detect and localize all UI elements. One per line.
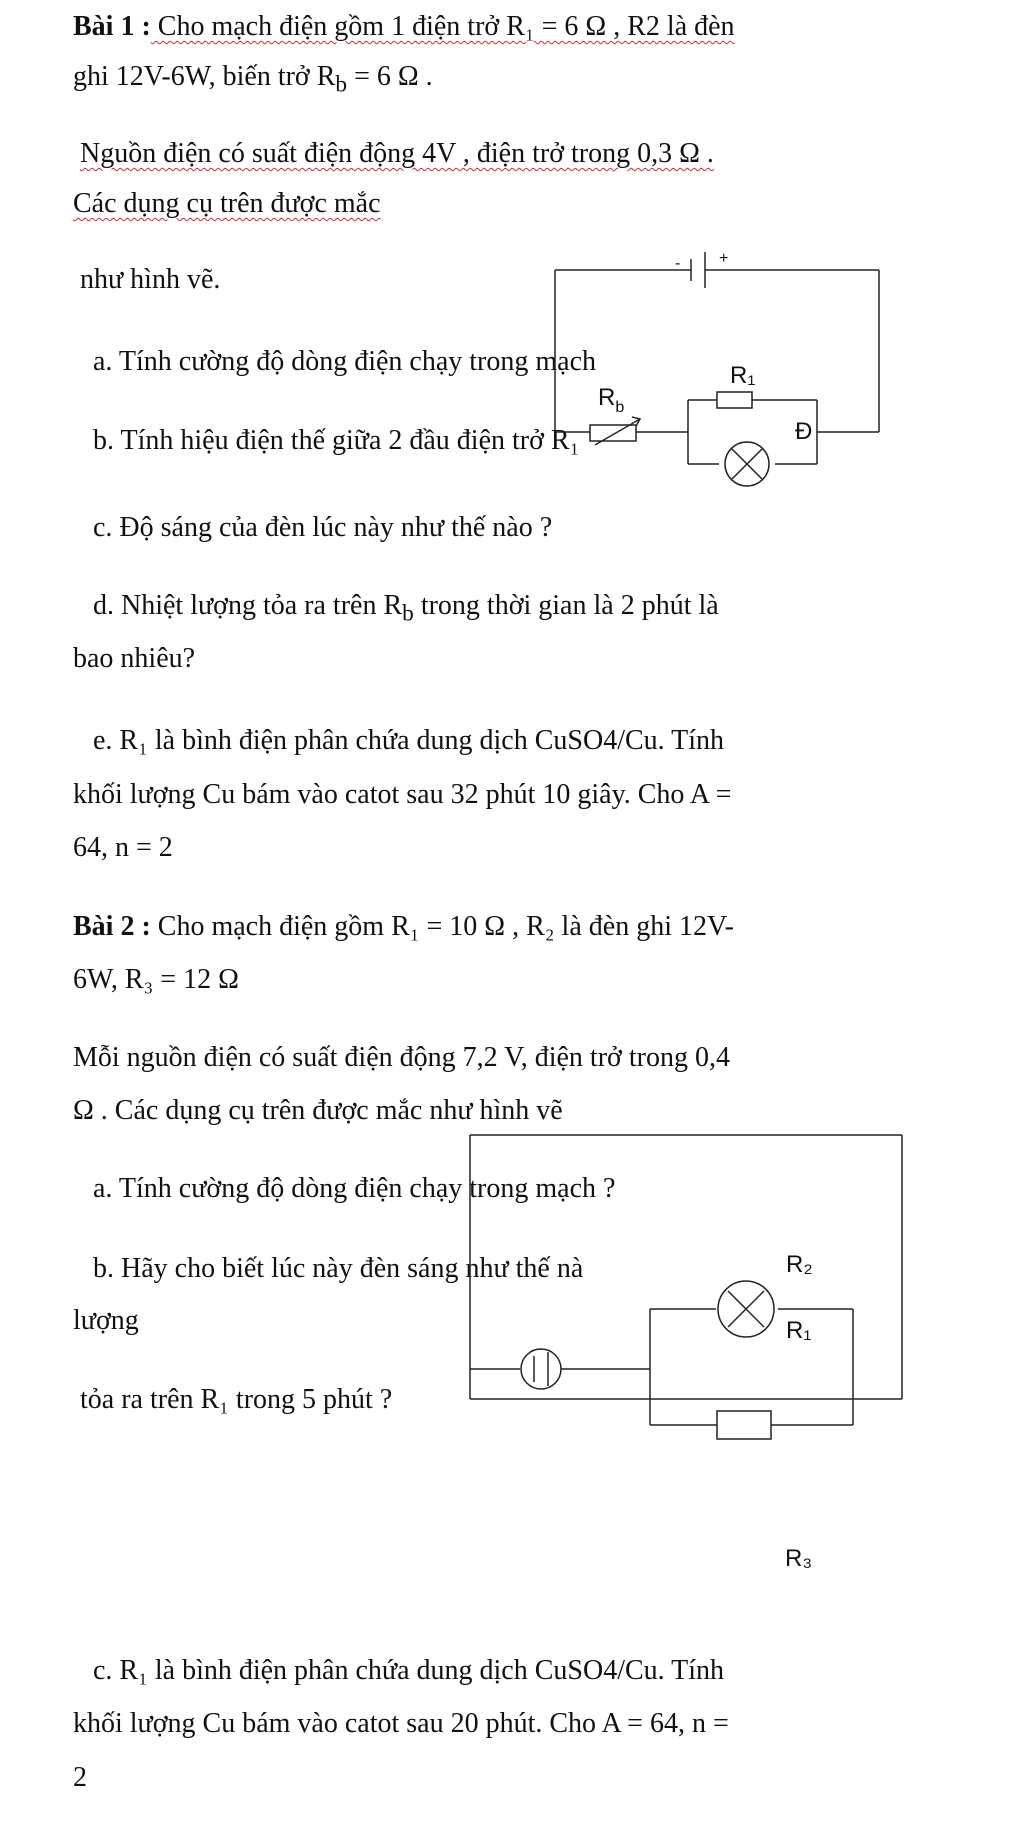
bai1-lamp-label: Đ — [795, 418, 813, 445]
bai2-question-a: a. Tính cường độ dòng điện chạy trong mạch ? — [93, 1173, 616, 1204]
bai1-question-e-line1: e. R₁ là bình điện phân chứa dung dịch CuSO4/Cu. Tính — [93, 725, 725, 756]
bai1-heading: Bài 1 : — [73, 11, 151, 42]
bai1-rheostat-resistor — [590, 425, 636, 441]
bai2-intro-line2: 6W, R₃ = 12 Ω — [73, 964, 239, 995]
bai1-intro-line2-subscript: b — [335, 71, 348, 98]
bai1-battery-plus-label: + — [719, 250, 729, 267]
bai1-question-d-text: d. Nhiệt lượng tỏa ra trên R — [93, 590, 403, 621]
bai2-source-line2: Ω . Các dụng cụ trên được mắc như hình vẽ — [73, 1095, 563, 1126]
bai1-question-d-line1 — [93, 592, 719, 626]
bai1-question-c: c. Độ sáng của đèn lúc này như thế nào ? — [93, 512, 553, 543]
bai1-r1-label: R₁ — [730, 362, 756, 389]
bai2-question-c-line2: khối lượng Cu bám vào catot sau 20 phút. Cho A = 64, n = — [73, 1708, 729, 1739]
bai1-question-d-end: trong thời gian là 2 phút là — [413, 590, 719, 621]
bai2-lamp — [718, 1281, 774, 1337]
bai1-question-e-line2: khối lượng Cu bám vào catot sau 32 phút 10 giây. Cho A = — [73, 779, 732, 810]
bai2-question-b-line3: tỏa ra trên R₁ trong 5 phút ? — [80, 1384, 393, 1415]
bai1-figure-line: như hình vẽ. — [80, 264, 221, 295]
bai1-battery-minus-label: - — [675, 255, 681, 272]
bai2-source-line1: Mỗi nguồn điện có suất điện động 7,2 V, điện trở trong 0,4 — [73, 1042, 730, 1073]
bai1-question-d-line2: bao nhiêu? — [73, 643, 196, 674]
bai1-intro-line2 — [73, 63, 433, 97]
bai2-lamp-cross-b — [728, 1291, 764, 1327]
bai1-intro-line2-text: ghi 12V-6W, biến trở R — [73, 61, 336, 92]
bai1-rheostat-slider — [595, 419, 640, 445]
bai1-question-e-line3: 64, n = 2 — [73, 832, 173, 863]
bai1-circuit-diagram — [555, 250, 879, 486]
bai2-lower-resistor — [717, 1411, 771, 1439]
bai1-question-d-subscript: b — [402, 600, 414, 627]
bai1-lamp-cross-b — [732, 449, 762, 479]
bai2-r3-label: R₃ — [785, 1545, 813, 1572]
bai1-rheostat-arrowhead — [632, 417, 640, 426]
bai2-r2-label: R₂ — [786, 1251, 813, 1278]
bai1-lamp — [725, 442, 769, 486]
bai1-intro-text: Cho mạch điện gồm 1 điện trở R₁ = 6 Ω , R2 là đèn — [150, 11, 735, 42]
bai2-question-b-line1: b. Hãy cho biết lúc này đèn sáng như thế nà — [93, 1253, 584, 1284]
bai1-lamp-cross-a — [732, 449, 762, 479]
bai1-question-b: b. Tính hiệu điện thế giữa 2 đầu điện trở R₁ — [93, 425, 580, 456]
bai2-question-c-line3: 2 — [73, 1762, 87, 1793]
bai1-intro-line1 — [73, 13, 735, 41]
bai1-r1-resistor — [717, 392, 752, 408]
bai2-question-b-line2: lượng — [73, 1305, 139, 1336]
bai2-lamp-cross-a — [728, 1291, 764, 1327]
bai2-battery-circle — [521, 1349, 561, 1389]
bai1-rheostat-label-sub: b — [615, 399, 625, 416]
bai2-intro-text: Cho mạch điện gồm R₁ = 10 Ω , R₂ là đèn ghi 12V- — [150, 911, 734, 942]
bai1-rheostat-label — [598, 384, 624, 416]
bai1-intro-line2-end: = 6 Ω . — [347, 61, 433, 92]
bai1-question-a: a. Tính cường độ dòng điện chạy trong mạch — [93, 346, 597, 377]
bai2-heading: Bài 2 : — [73, 911, 151, 942]
bai1-source-line: Nguồn điện có suất điện động 4V , điện trở trong 0,3 Ω . — [80, 138, 714, 169]
bai1-devices-line: Các dụng cụ trên được mắc — [73, 188, 381, 219]
bai2-question-c-line1: c. R₁ là bình điện phân chứa dung dịch CuSO4/Cu. Tính — [93, 1655, 725, 1686]
bai2-intro-line1 — [73, 913, 734, 941]
bai1-rheostat-label-main: R — [598, 384, 616, 411]
bai2-r1-label: R₁ — [786, 1317, 812, 1344]
